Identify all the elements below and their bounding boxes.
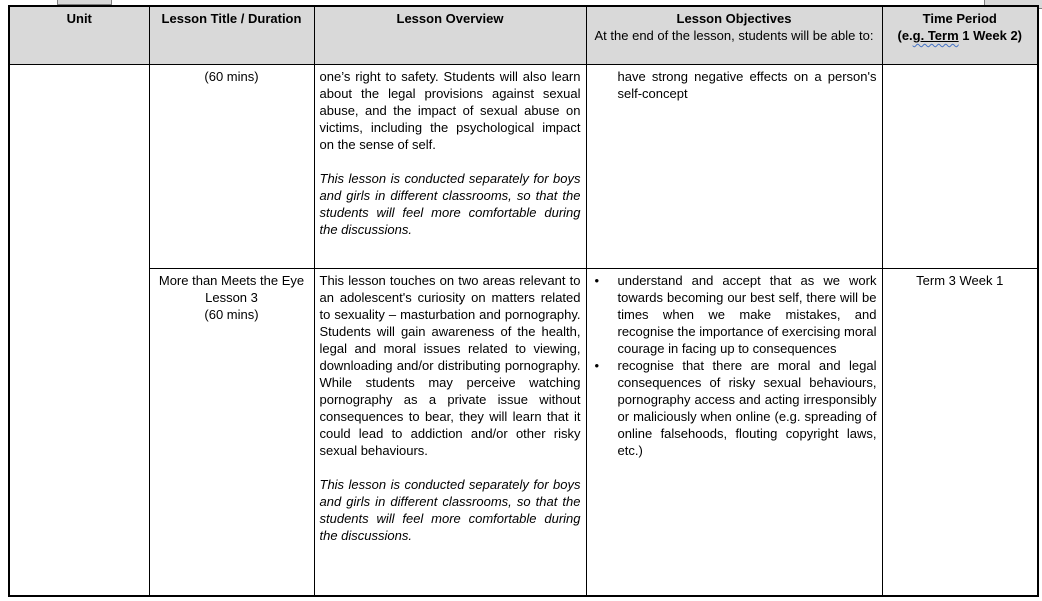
objective-bullet-1 — [592, 272, 877, 357]
lesson-duration: (60 mins) — [204, 306, 259, 322]
time-period-suffix: 1 Week 2) — [958, 28, 1023, 43]
header-lesson-title — [149, 6, 314, 64]
time-period-wavy-underline: g. Term — [912, 28, 959, 43]
cell-title-row2 — [149, 268, 314, 596]
overview-note-italic: This lesson is conducted separately for boys and girls in different classrooms, so that the students will feel more comfortable during the discussions. — [319, 170, 581, 237]
time-period-value: Term 3 Week 1 — [916, 272, 1004, 288]
overview-text: This lesson touches on two areas relevant to an adolescent's curiosity on matters related to sexuality – masturbation and pornography. Students will gain awareness of the health, legal and moral issues related to viewing, downloading and/or distributing pornography. While students may perceive watching pornography as a private issue without consequences to bear, they will learn that it could lead to addiction and/or other risky sexual behaviours. — [319, 272, 581, 458]
cell-unit-merged — [9, 64, 149, 596]
header-lesson-overview — [314, 6, 586, 64]
overview-note-italic: This lesson is conducted separately for boys and girls in different classrooms, so that the students will feel more comfortable during the discussions. — [319, 476, 581, 543]
objective-bullet-2 — [592, 357, 877, 459]
bullet-icon: • — [594, 357, 600, 373]
header-unit-label: Unit — [66, 11, 92, 26]
objective-continued-text: have strong negative effects on a person's self-concept — [617, 68, 877, 101]
overview-text: one’s right to safety. Students will also learn about the legal provisions against sexual abuse, and the impact of sexual abuse on victims, including the psychological impact on the sense of self. — [319, 68, 581, 152]
cell-objectives-row2 — [586, 268, 882, 596]
lesson-title: More than Meets the Eye — [158, 272, 305, 288]
lesson-duration: (60 mins) — [204, 68, 259, 84]
header-time-period-example — [888, 27, 1033, 44]
header-lesson-objectives — [586, 6, 882, 64]
cell-objectives-row1 — [586, 64, 882, 268]
time-period-underlined-text — [913, 28, 959, 43]
header-unit — [9, 6, 149, 64]
lesson-plan-table — [8, 5, 1039, 597]
time-period-prefix: (e. — [897, 28, 913, 43]
table-row-lesson-2-continued — [9, 64, 1038, 268]
objective-bullet-1-text: understand and accept that as we work towards becoming our best self, there will be times when we make mistakes, and recognise the importance of exercising moral courage in facing up to consequences — [617, 272, 877, 356]
cell-overview-row1 — [314, 64, 586, 268]
lesson-number: Lesson 3 — [205, 289, 258, 305]
table-row-lesson-3 — [9, 268, 1038, 596]
bullet-icon: • — [594, 272, 600, 288]
header-lesson-overview-label: Lesson Overview — [396, 11, 504, 26]
cell-title-row1 — [149, 64, 314, 268]
cell-overview-row2 — [314, 268, 586, 596]
header-time-period-label: Time Period — [922, 11, 997, 26]
header-lesson-objectives-label: Lesson Objectives — [676, 11, 792, 26]
cell-time-period-row1 — [882, 64, 1038, 268]
header-row — [9, 6, 1038, 64]
cell-time-period-row2 — [882, 268, 1038, 596]
header-time-period — [882, 6, 1038, 64]
objective-bullet-2-text: recognise that there are moral and legal consequences of risky sexual behaviours, pornography access and acting irresponsibly or maliciously when online (e.g. spreading of online falsehoods, flouting copyright laws, etc.) — [617, 357, 877, 458]
header-lesson-objectives-subtext: At the end of the lesson, students will be able to: — [594, 28, 874, 43]
header-lesson-title-label: Lesson Title / Duration — [161, 11, 302, 26]
